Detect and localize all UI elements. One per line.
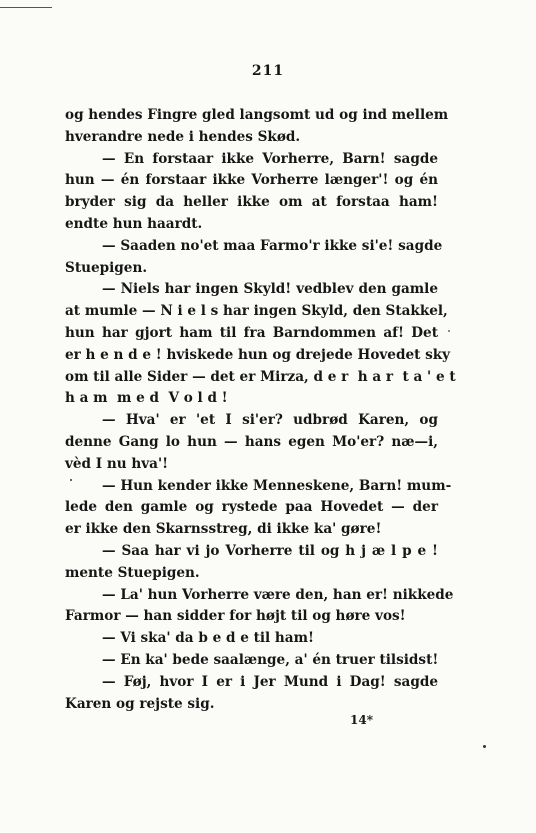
text-line: denne Gang lo hun — hans egen Mo'er? næ—i, [65,433,438,450]
text-line: at mumle — N i e l s har ingen Skyld, den Stakkel, [65,303,448,320]
print-speck [483,745,486,748]
text-line: hun — én forstaar ikke Vorherre længer'! og én [65,172,438,189]
text-line: og hendes Fingre gled langsomt ud og ind mellem [65,107,449,123]
text-line: bryder sig da heller ikke om at forstaa ham! [65,194,438,211]
text-line: om til alle Sider — det er Mirza, d e r h a r t a ' e t [65,368,456,385]
body-text [65,105,456,715]
text-line: — Niels har ingen Skyld! vedblev den gamle [102,281,438,298]
print-speck [448,330,450,332]
text-line: hun har gjort ham til fra Barndommen af! Det [65,324,438,341]
text-line: — La' hun Vorherre være den, han er! nikkede [102,586,454,603]
text-line: — En ka' bede saalænge, a' én truer tilsidst! [102,651,439,668]
text-line: Farmor — han sidder for højt til og høre vos! [65,608,406,625]
text-line: mente Stuepigen. [65,564,200,581]
text-line: h a m m e d V o l d ! [65,390,228,407]
text-line: lede den gamle og rystede paa Hovedet — der [65,499,438,516]
page-number: 211 [251,63,285,79]
text-line: Karen og rejste sig. [65,695,215,712]
text-line: — En forstaar ikke Vorherre, Barn! sagde [102,150,438,167]
text-line: — Saaden no'et maa Farmo'r ikke si'e! sagde [102,237,443,254]
text-line: er h e n d e ! hviskede hun og drejede Hovedet sky [65,346,451,363]
text-line: er ikke den Skarnsstreg, di ikke ka' gøre! [65,521,382,538]
text-line: vèd I nu hva'! [65,455,169,472]
print-speck [70,479,72,481]
text-line: — Vi ska' da b e d e til ham! [102,630,314,647]
text-line: endte hun haardt. [65,215,203,232]
text-line: — Saa har vi jo Vorherre til og h j æ l p e ! [102,542,438,559]
text-line: — Hun kender ikke Menneskene, Barn! mum- [102,477,452,494]
signature-mark: 14* [350,713,373,727]
text-line: — Hva' er 'et I si'er? udbrød Karen, og [102,412,438,429]
text-line: — Føj, hvor I er i Jer Mund i Dag! sagde [102,673,438,690]
scan-edge-line [0,7,52,8]
text-line: Stuepigen. [65,259,148,276]
text-line: hverandre nede i hendes Skød. [65,128,301,145]
